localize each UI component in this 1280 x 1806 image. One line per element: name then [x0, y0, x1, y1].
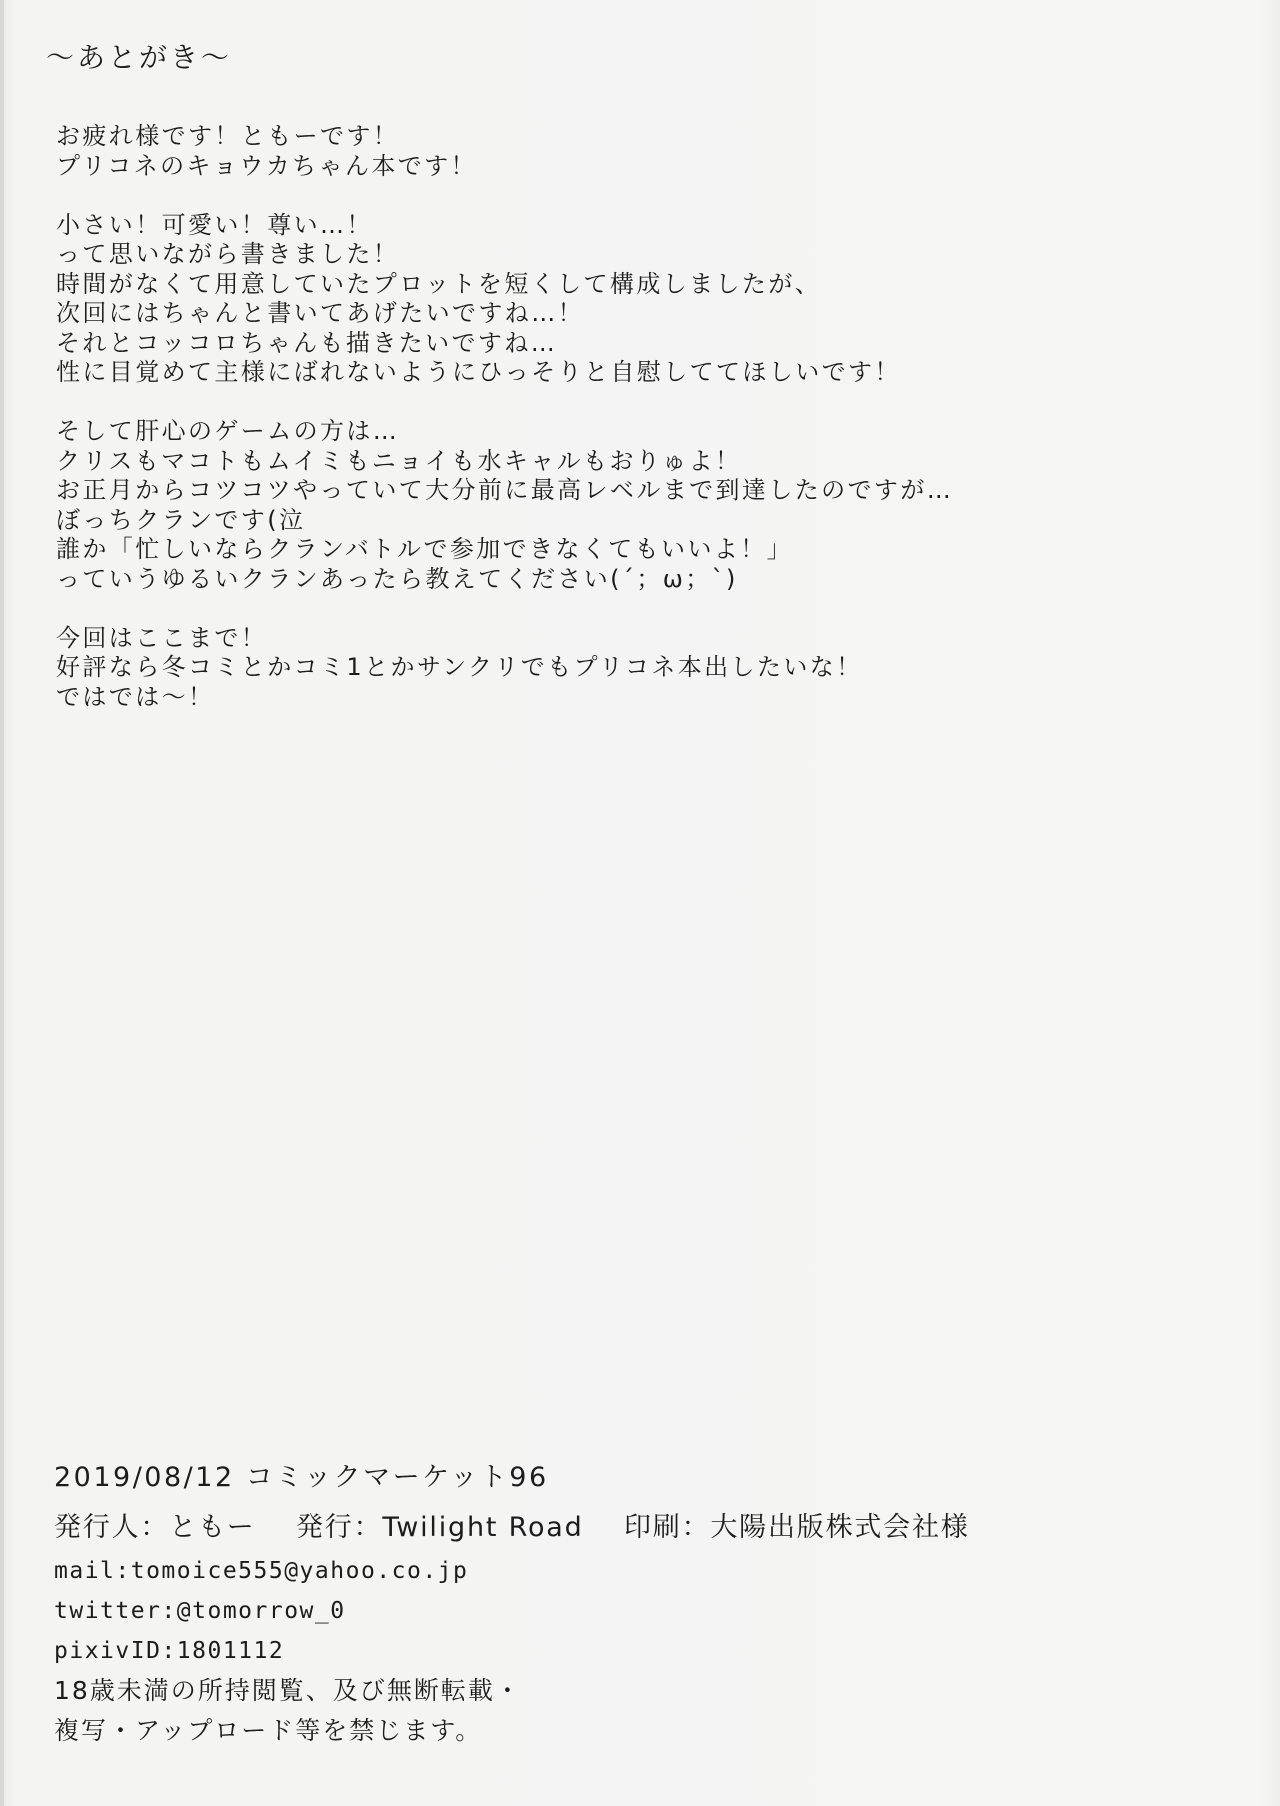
text-line: 性に目覚めて主様にばれないようにひっそりと自慰しててほしいです！: [56, 358, 901, 386]
page-spine-edge: [0, 0, 4, 1806]
afterword-body: [56, 122, 1236, 742]
mail-contact: mail:tomoice555@yahoo.co.jp: [54, 1558, 469, 1584]
paragraph-closing: [56, 624, 1236, 713]
text-line: お疲れ様です！ともーです！: [56, 122, 400, 150]
author-credit: 発行人：ともー: [54, 1512, 256, 1543]
text-line: ぼっちクランです(泣: [56, 505, 306, 534]
text-line: お正月からコツコツやっていて大分前に最高レベルまで到達したのですが…: [56, 476, 954, 504]
event-date-line: 2019/08/12 コミックマーケット96: [54, 1462, 549, 1493]
text-line: ではでは～！: [56, 682, 215, 711]
text-line: プリコネのキョウカちゃん本です！: [56, 151, 477, 180]
text-line: そして肝心のゲームの方は…: [56, 417, 400, 445]
copyright-notice-line-2: 複写・アップロード等を禁じます。: [54, 1716, 483, 1745]
text-line: 時間がなくて用意していたプロットを短くして構成しましたが、: [56, 269, 822, 298]
afterword-heading: ～あとがき～: [46, 41, 233, 74]
text-line: 今回はここまで！: [56, 623, 268, 652]
text-line: クリスもマコトもムイミもニョイも水キャルもおりゅよ！: [56, 446, 742, 475]
text-line: って思いながら書きました！: [56, 240, 400, 268]
credits-line: [54, 1508, 1234, 1552]
text-line: っていうゆるいクランあったら教えてください(´；ω；`): [56, 564, 738, 593]
paragraph-about-book: [56, 211, 1236, 388]
colophon: [54, 1458, 1234, 1752]
text-line: それとコッコロちゃんも描きたいですね…: [56, 328, 558, 357]
twitter-contact: twitter:@tomorrow_0: [54, 1598, 346, 1624]
pixiv-contact: pixivID:1801112: [54, 1638, 285, 1664]
text-line: 次回にはちゃんと書いてあげたいですね…！: [56, 299, 584, 327]
printer-credit: 印刷：大陽出版株式会社様: [623, 1512, 970, 1543]
text-line: 小さい！可愛い！尊い…！: [56, 210, 373, 239]
text-line: 好評なら冬コミとかコミ1とかサンクリでもプリコネ本出したいな！: [56, 653, 863, 681]
copyright-notice-line-1: 18歳未満の所持閲覧、及び無断転載・: [54, 1676, 522, 1705]
text-line: 誰か「忙しいならクランバトルで参加できなくてもいいよ！」: [56, 535, 794, 563]
paragraph-greeting: [56, 122, 1236, 181]
publisher-credit: 発行：Twilight Road: [296, 1512, 584, 1543]
paragraph-about-game: [56, 417, 1236, 594]
